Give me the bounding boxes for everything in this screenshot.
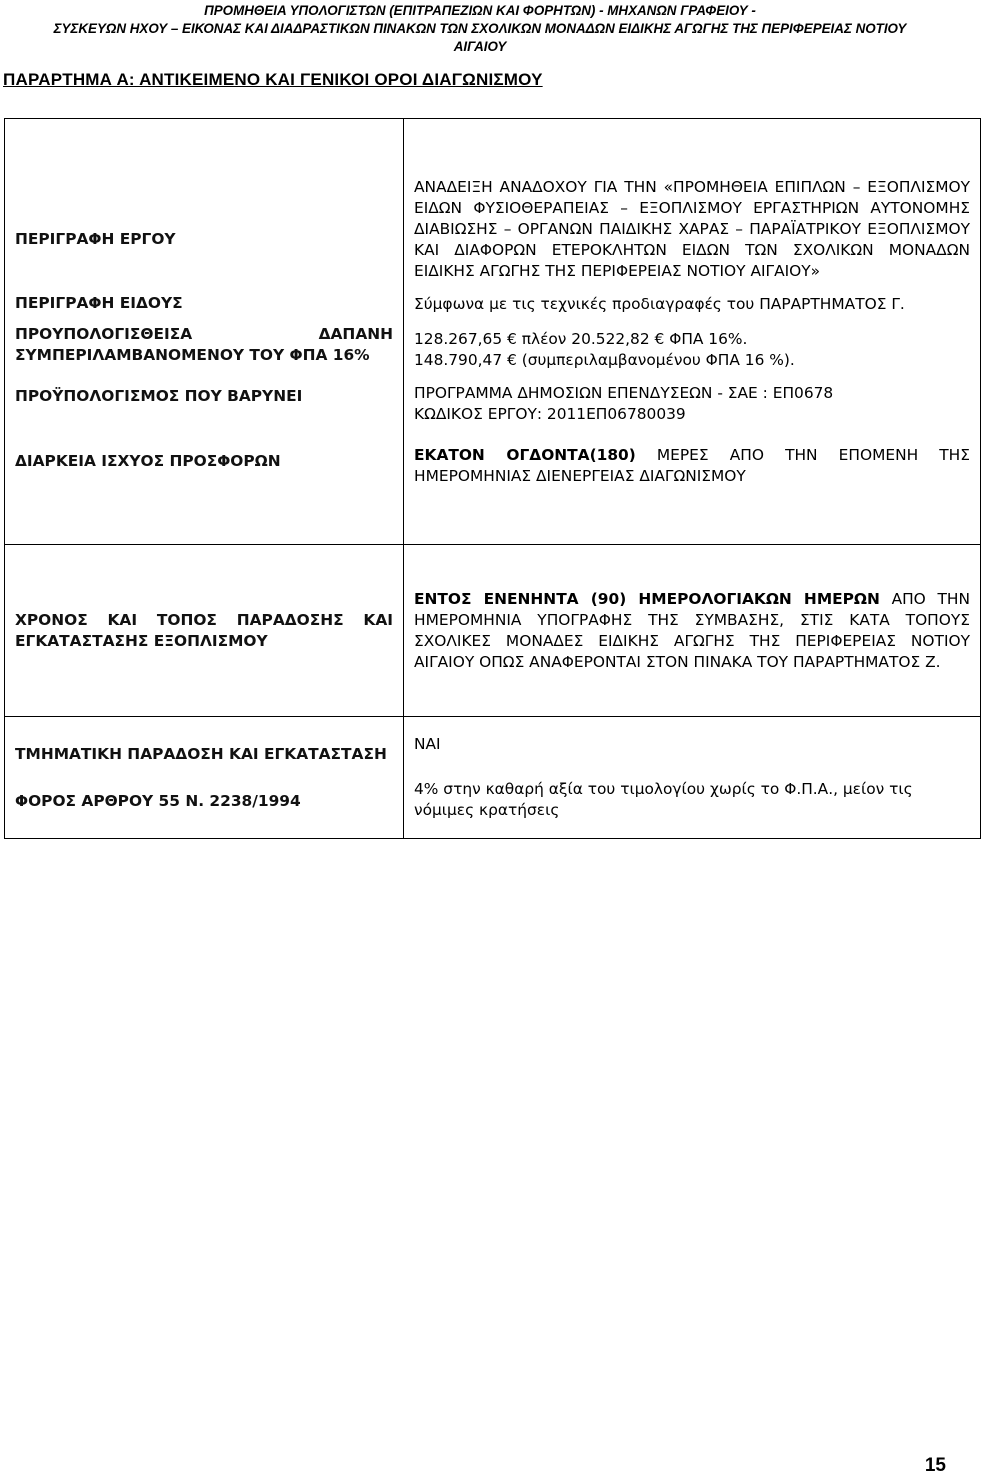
delivery-value-rest: ΑΠΟ ΤΗΝ ΗΜΕΡΟΜΗΝΙΑ ΥΠΟΓΡΑΦΗΣ ΤΗΣ ΣΥΜΒΑΣΗΣ, ΣΤΙΣ ΚΑΤΑ ΤΟΠΟΥΣ ΣΧΟΛΙΚΕΣ ΜΟΝΑΔΕΣ ΕΙΔΙΚΗΣ ΑΓΩΓΗΣ ΤΗΣ ΠΕΡΙΦΕΡΕΙΑΣ ΝΟΤΙΟΥ ΑΙΓΑΙΟΥ ΟΠΩΣ ΑΝΑΦΕΡΟΝΤΑΙ ΣΤΟΝ ΠΙΝΑΚΑ ΤΟΥ ΠΑΡΑΡΤΗΜΑΤΟΣ Ζ. bbox=[414, 589, 970, 671]
partial-value: ΝΑΙ bbox=[414, 735, 441, 753]
header-line-1: ΠΡΟΜΗΘΕΙΑ ΥΠΟΛΟΓΙΣΤΩΝ (ΕΠΙΤΡΑΠΕΖΙΩΝ ΚΑΙ ΦΟΡΗΤΩΝ) - ΜΗΧΑΝΩΝ ΓΡΑΦΕΙΟΥ - bbox=[204, 3, 756, 18]
validity-value-rest: ΜΕΡΕΣ ΑΠΟ ΤΗΝ ΕΠΟΜΕΝΗ ΤΗΣ ΗΜΕΡΟΜΗΝΙΑΣ ΔΙΕΝΕΡΓΕΙΑΣ ΔΙΑΓΩΝΙΣΜΟΥ bbox=[414, 445, 970, 485]
project-label: ΠΕΡΙΓΡΑΦΗ ΕΡΓΟΥ bbox=[15, 229, 176, 248]
document-header bbox=[0, 2, 960, 56]
charge-value-2: ΚΩΔΙΚΟΣ ΕΡΓΟΥ: 2011ΕΠ06780039 bbox=[414, 404, 686, 423]
budget-value-2: 148.790,47 € (συμπεριλαμβανομένου ΦΠΑ 16 %). bbox=[414, 350, 795, 369]
partial-label: ΤΜΗΜΑΤΙΚΗ ΠΑΡΑΔΟΣΗ ΚΑΙ ΕΓΚΑΤΑΣΤΑΣΗ bbox=[15, 744, 387, 763]
budget-label: ΠΡΟΥΠΟΛΟΓΙΣΘΕΙΣΑ ΔΑΠΑΝΗ ΣΥΜΠΕΡΙΛΑΜΒΑΝΟΜΕΝΟΥ ΤΟΥ ΦΠΑ 16% bbox=[15, 325, 393, 364]
header-line-2: ΣΥΣΚΕΥΩΝ ΗΧΟΥ – ΕΙΚΟΝΑΣ ΚΑΙ ΔΙΑΔΡΑΣΤΙΚΩΝ ΠΙΝΑΚΩΝ ΤΩΝ ΣΧΟΛΙΚΩΝ ΜΟΝΑΔΩΝ ΕΙΔΙΚΗΣ ΑΓΩΓΗΣ ΤΗΣ ΠΕΡΙΦΕΡΕΙΑΣ ΝΟΤΙΟΥ bbox=[53, 21, 907, 36]
charge-value-1: ΠΡΟΓΡΑΜΜΑ ΔΗΜΟΣΙΩΝ ΕΠΕΝΔΥΣΕΩΝ - ΣΑΕ : ΕΠ0678 bbox=[414, 383, 834, 402]
values-cell-2 bbox=[404, 545, 981, 717]
values-cell-1 bbox=[404, 119, 981, 545]
delivery-label: ΧΡΟΝΟΣ ΚΑΙ ΤΟΠΟΣ ΠΑΡΑΔΟΣΗΣ ΚΑΙ ΕΓΚΑΤΑΣΤΑΣΗΣ ΕΞΟΠΛΙΣΜΟΥ bbox=[15, 610, 393, 650]
page-number: 15 bbox=[924, 1455, 946, 1476]
item-value: Σύμφωνα με τις τεχνικές προδιαγραφές του ΠΑΡΑΡΤΗΜΑΤΟΣ Γ. bbox=[414, 294, 905, 313]
budget-value-1: 128.267,65 € πλέον 20.522,82 € ΦΠΑ 16%. bbox=[414, 329, 748, 348]
terms-table bbox=[4, 118, 981, 839]
values-cell-3 bbox=[404, 717, 981, 839]
validity-label: ΔΙΑΡΚΕΙΑ ΙΣΧΥΟΣ ΠΡΟΣΦΟΡΩΝ bbox=[15, 452, 281, 470]
tax-label: ΦΟΡΟΣ ΑΡΘΡΟΥ 55 Ν. 2238/1994 bbox=[15, 791, 301, 810]
item-label: ΠΕΡΙΓΡΑΦΗ ΕΙΔΟΥΣ bbox=[15, 294, 183, 312]
charge-label: ΠΡΟΫΠΟΛΟΓΙΣΜΟΣ ΠΟΥ ΒΑΡΥΝΕΙ bbox=[15, 387, 303, 405]
header-line-3: ΑΙΓΑΙΟΥ bbox=[453, 39, 507, 54]
validity-value-bold: ΕΚΑΤΟΝ ΟΓΔΟΝΤΑ(180) bbox=[414, 445, 636, 464]
validity-value bbox=[414, 445, 970, 487]
project-value: ΑΝΑΔΕΙΞΗ ΑΝΑΔΟΧΟΥ ΓΙΑ ΤΗΝ «ΠΡΟΜΗΘΕΙΑ ΕΠΙΠΛΩΝ – ΕΞΟΠΛΙΣΜΟΥ ΕΙΔΩΝ ΦΥΣΙΟΘΕΡΑΠΕΙΑΣ – ΕΞΟΠΛΙΣΜΟΥ ΕΡΓΑΣΤΗΡΙΩΝ ΑΥΤΟΝΟΜΗΣ ΔΙΑΒΙΩΣΗΣ – ΟΡΓΑΝΩΝ ΠΑΙΔΙΚΗΣ ΧΑΡΑΣ – ΠΑΡΑΪΑΤΡΙΚΟΥ ΕΞΟΠΛΙΣΜΟΥ ΚΑΙ ΔΙΑΦΟΡΩΝ ΕΤΕΡΟΚΛΗΤΩΝ ΕΙΔΩΝ ΤΩΝ ΣΧΟΛΙΚΩΝ ΜΟΝΑΔΩΝ ΕΙΔΙΚΗΣ ΑΓΩΓΗΣ ΤΗΣ ΠΕΡΙΦΕΡΕΙΑΣ ΝΟΤΙΟΥ ΑΙΓΑΙΟΥ» bbox=[414, 177, 970, 280]
labels-cell-2 bbox=[5, 545, 404, 717]
labels-cell-3 bbox=[5, 717, 404, 839]
tax-value: 4% στην καθαρή αξία του τιμολογίου χωρίς το Φ.Π.Α., μείον τις νόμιμες κρατήσεις bbox=[414, 780, 913, 819]
annex-title: ΠΑΡΑΡΤΗΜΑ Α: ΑΝΤΙΚΕΙΜΕΝΟ ΚΑΙ ΓΕΝΙΚΟΙ ΟΡΟΙ ΔΙΑΓΩΝΙΣΜΟΥ bbox=[3, 70, 543, 89]
delivery-value bbox=[414, 589, 970, 673]
delivery-value-bold: ΕΝΤΟΣ ΕΝΕΝΗΝΤΑ (90) ΗΜΕΡΟΛΟΓΙΑΚΩΝ ΗΜΕΡΩΝ bbox=[414, 589, 880, 608]
labels-cell-1 bbox=[5, 119, 404, 545]
